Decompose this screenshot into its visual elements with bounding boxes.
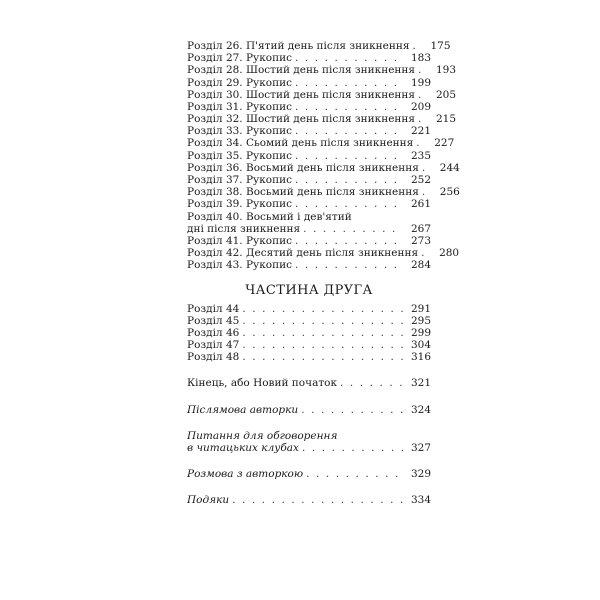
toc-entry-title: Розділ 29. Рукопис (187, 76, 292, 89)
toc-entry (187, 125, 431, 137)
toc-entry-title: Розділ 46 (187, 326, 240, 339)
dot-leader (413, 40, 423, 52)
toc-entry-title: Розділ 30. Шостий день після зникнення (187, 88, 416, 101)
dot-leader (232, 494, 403, 506)
toc-entry-page: 261 (410, 198, 431, 211)
toc-entry-title: Розділ 28. Шостий день після зникнення (187, 64, 416, 77)
dot-leader (303, 223, 403, 235)
toc-entry-page: 227 (434, 137, 455, 150)
toc-entry-title-continued: в читацьких клубах (187, 442, 299, 455)
toc-entry-page: 334 (410, 494, 431, 507)
toc-entry (187, 150, 431, 162)
toc-entry-title: Розділ 27. Рукопис (187, 52, 292, 65)
dot-leader (418, 89, 428, 101)
toc-entry (187, 174, 431, 186)
dot-leader (295, 198, 403, 210)
toc-entry-title: Розділ 38. Восьмий день після зникнення (187, 186, 419, 199)
toc-entry-page: 321 (410, 377, 431, 390)
dot-leader (295, 174, 403, 186)
toc-entry-thanks (187, 494, 431, 506)
toc-entry-page: 299 (410, 326, 431, 339)
toc-entry-40-line1 (187, 211, 431, 223)
toc-entry (187, 39, 451, 52)
toc-entry-page: 316 (410, 351, 431, 364)
toc-entry-questions-line2 (187, 442, 431, 454)
toc-entry (187, 327, 431, 339)
toc-entry-interview (187, 468, 431, 480)
toc-entry-title: Розділ 48 (187, 351, 240, 364)
dot-leader (242, 315, 403, 327)
toc-entry (187, 235, 431, 247)
toc-entry-page: 175 (430, 39, 451, 52)
toc-entry (187, 137, 455, 150)
toc-entry-title: Розділ 34. Сьомий день після зникнення (187, 137, 414, 150)
dot-leader (242, 351, 403, 363)
dot-leader (295, 125, 403, 137)
spacer (187, 364, 431, 378)
dot-leader (418, 113, 428, 125)
toc-entry-page: 244 (439, 161, 460, 174)
toc-entry (187, 88, 457, 101)
toc-entry-title: Розділ 31. Рукопис (187, 100, 292, 113)
toc-entry-title: Розділ 45 (187, 314, 240, 327)
toc-entry-page: 256 (439, 186, 460, 199)
toc-entry-page: 280 (439, 247, 460, 260)
toc-entry-page: 209 (410, 100, 431, 113)
dot-leader (295, 259, 403, 271)
dot-leader (295, 77, 403, 89)
toc-entry-afterword (187, 404, 431, 416)
dot-leader (295, 52, 403, 64)
toc-entry (187, 161, 460, 174)
toc-entry-page: 215 (435, 113, 457, 126)
toc-entry-page: 329 (410, 468, 431, 481)
toc-entry (187, 113, 457, 126)
toc-entry-page: 221 (410, 125, 431, 138)
toc-entry-page: 199 (410, 76, 431, 89)
toc-entry-page: 273 (410, 234, 431, 247)
toc-entry-page: 327 (410, 442, 431, 455)
dot-leader (422, 162, 432, 174)
toc-entry-title: Розділ 39. Рукопис (187, 198, 292, 211)
toc-entry-title: Розділ 44 (187, 302, 240, 315)
toc-entry-page: 205 (435, 88, 457, 101)
toc-entry-title: Розділ 40. Восьмий і дев'ятий (187, 210, 352, 223)
toc-entry-title: Розділ 37. Рукопис (187, 174, 292, 187)
toc-entry-title: Розділ 26. П'ятий день після зникнення (187, 39, 410, 52)
toc-entry (187, 247, 460, 260)
dot-leader (295, 150, 403, 162)
table-of-contents (187, 39, 460, 507)
toc-entry-page: 193 (435, 64, 457, 77)
toc-entry-title: Розділ 36. Восьмий день після зникнення (187, 161, 419, 174)
toc-entry-page: 291 (410, 302, 431, 315)
toc-entry (187, 198, 431, 210)
toc-entry-title: Розділ 47 (187, 339, 240, 352)
toc-entry (187, 186, 460, 199)
dot-leader (295, 235, 403, 247)
toc-entry (187, 303, 431, 315)
dot-leader (242, 303, 403, 315)
toc-entry (187, 259, 431, 271)
toc-entry-page: 304 (410, 339, 431, 352)
toc-entry-page: 252 (410, 174, 431, 187)
toc-entry-page: 267 (410, 222, 431, 235)
toc-entry (187, 351, 431, 363)
toc-entry-page: 183 (410, 52, 431, 65)
toc-entry (187, 339, 431, 351)
toc-entry-title: Подяки (187, 494, 230, 507)
toc-entry-page: 295 (410, 314, 431, 327)
toc-entry-40-line2 (187, 223, 431, 235)
spacer (187, 480, 431, 494)
dot-leader (306, 468, 403, 480)
dot-leader (418, 64, 428, 76)
toc-entry-title: Розмова з авторкою (187, 468, 304, 481)
toc-entry-page: 324 (410, 403, 431, 416)
toc-entry-title-continued: дні після зникнення (187, 222, 301, 235)
toc-entry (187, 77, 431, 89)
toc-entry-title: Питання для обговорення (187, 429, 338, 442)
toc-entry (187, 64, 457, 77)
toc-entry-questions-line1 (187, 430, 431, 442)
toc-entry-page: 235 (410, 149, 431, 162)
toc-entry-title: Кінець, або Новий початок (187, 377, 338, 390)
toc-entry (187, 315, 431, 327)
dot-leader (295, 101, 403, 113)
toc-entry-title: Розділ 35. Рукопис (187, 149, 292, 162)
dot-leader (422, 186, 432, 198)
part2-list (187, 303, 431, 364)
toc-entry-title: Розділ 43. Рукопис (187, 259, 292, 272)
toc-entry-title: Розділ 32. Шостий день після зникнення (187, 113, 416, 126)
toc-entry-title: Розділ 33. Рукопис (187, 125, 292, 138)
dot-leader (421, 247, 431, 259)
toc-entry-title: Розділ 42. Десятий день після зникнення (187, 247, 419, 260)
toc-entry (187, 101, 431, 113)
dot-leader (242, 327, 403, 339)
part1-list (187, 39, 460, 272)
dot-leader (242, 339, 403, 351)
toc-entry-title: Розділ 41. Рукопис (187, 234, 292, 247)
spacer (187, 390, 431, 404)
toc-entry-ending (187, 378, 431, 390)
toc-entry-page: 284 (410, 259, 431, 272)
toc-entry (187, 52, 431, 64)
dot-leader (340, 377, 403, 389)
spacer (187, 454, 431, 468)
spacer (187, 416, 431, 430)
dot-leader (301, 404, 403, 416)
dot-leader (416, 137, 426, 149)
toc-entry-title: Післямова авторки (187, 403, 299, 416)
dot-leader (302, 442, 403, 454)
part2-heading: ЧАСТИНА ДРУГА (245, 282, 373, 298)
